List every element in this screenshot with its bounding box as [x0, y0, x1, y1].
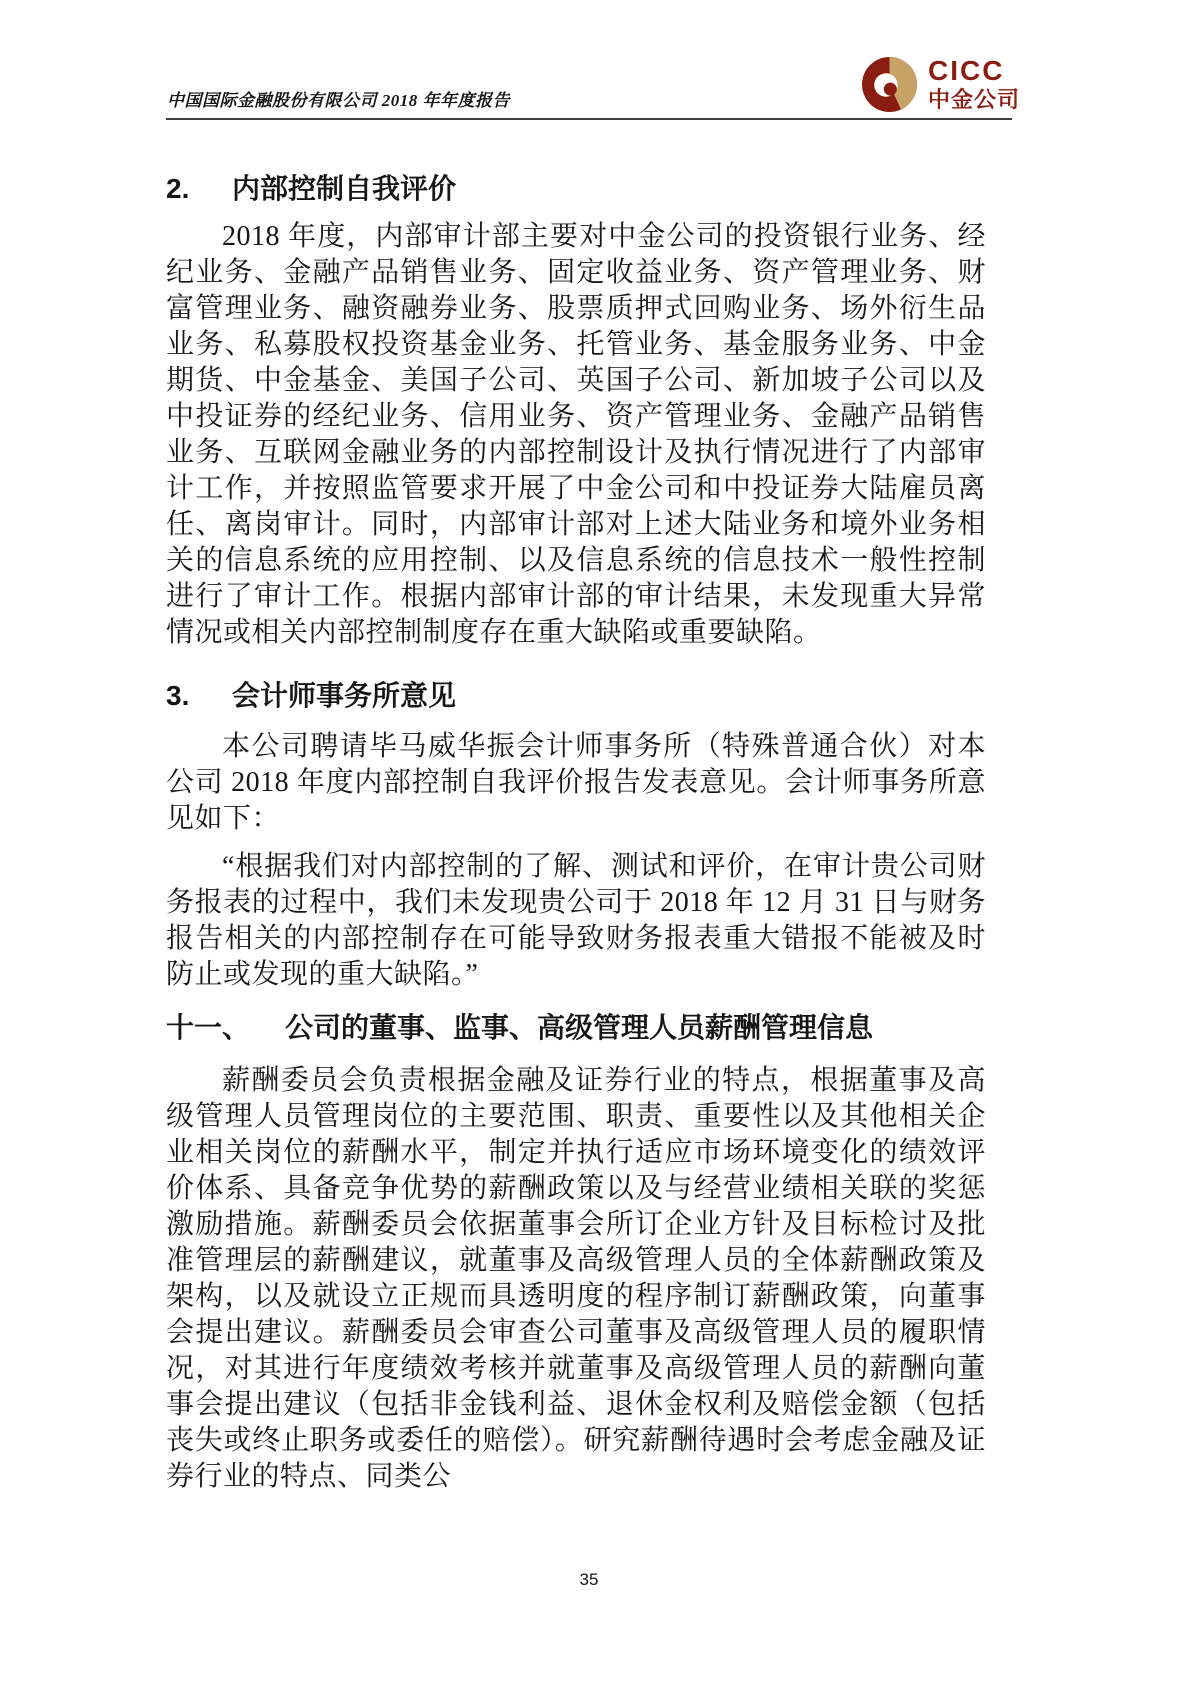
heading-number: 2. [166, 173, 190, 204]
heading-number: 3. [166, 680, 190, 711]
heading-title: 内部控制自我评价 [232, 173, 457, 204]
logo-chinese-name: 中金公司 [928, 87, 1021, 112]
logo-latin-name: CICC [928, 55, 1005, 86]
cicc-logo-icon [862, 57, 917, 112]
paragraph-kpmg-engagement: 本公司聘请毕马威华振会计师事务所（特殊普通合伙）对本公司 2018 年度内部控制自我评价报告发表意见。会计师事务所意见如下： [166, 731, 986, 834]
heading-number: 十一、 [166, 1012, 251, 1043]
logo-wordmark [928, 57, 1020, 111]
paragraph-internal-audit-scope: 2018 年度，内部审计部主要对中金公司的投资银行业务、经纪业务、金融产品销售业务、固定收益业务、资产管理业务、财富管理业务、融资融券业务、股票质押式回购业务、场外衍生品业务、私募股权投资基金业务、托管业务、基金服务业务、中金期货、中金基金、美国子公司、英国子公司、新加坡子公司以及中投证券的经纪业务、信用业务、资产管理业务、金融产品销售业务、互联网金融业务的内部控制设计及执行情况进行了内部审计工作，并按照监管要求开展了中金公司和中投证券大陆雇员离任、离岗审计。同时，内部审计部对上述大陆业务和境外业务相关的信息系统的应用控制、以及信息系统的信息技术一般性控制进行了审计工作。根据内部审计部的审计结果，未发现重大异常情况或相关内部控制制度存在重大缺陷或重要缺陷。 [166, 221, 986, 648]
paragraph-kpmg-opinion-quote: “根据我们对内部控制的了解、测试和评价，在审计贵公司财务报表的过程中，我们未发现贵公司于 2018 年 12 月 31 日与财务报告相关的内部控制存在可能导致财务报表重大错报不能被及时防止或发现的重大缺陷。” [166, 851, 986, 990]
section-heading-internal-control-self-assessment [166, 172, 1012, 206]
header-divider [166, 118, 1012, 120]
header-report-title: 中国国际金融股份有限公司 2018 年年度报告 [167, 91, 510, 110]
heading-title: 公司的董事、监事、高级管理人员薪酬管理信息 [285, 1012, 874, 1043]
heading-title: 会计师事务所意见 [232, 680, 457, 711]
section-heading-remuneration-info [166, 1011, 1012, 1045]
paragraph-remuneration-committee: 薪酬委员会负责根据金融及证券行业的特点，根据董事及高级管理人员管理岗位的主要范围、职责、重要性以及其他相关企业相关岗位的薪酬水平，制定并执行适应市场环境变化的绩效评价体系、具备竞争优势的薪酬政策以及与经营业绩相关联的奖惩激励措施。薪酬委员会依据董事会所订企业方针及目标检讨及批准管理层的薪酬建议，就董事及高级管理人员的全体薪酬政策及架构，以及就设立正规而具透明度的程序制订薪酬政策，向董事会提出建议。薪酬委员会审查公司董事及高级管理人员的履职情况，对其进行年度绩效考核并就董事及高级管理人员的薪酬向董事会提出建议（包括非金钱利益、退休金权利及赔偿金额（包括丧失或终止职务或委任的赔偿）。研究薪酬待遇时会考虑金融及证券行业的特点、同类公 [166, 1065, 986, 1492]
section-heading-accounting-firm-opinion [166, 679, 1012, 713]
company-logo [862, 57, 1020, 112]
page-number: 35 [579, 1570, 599, 1589]
